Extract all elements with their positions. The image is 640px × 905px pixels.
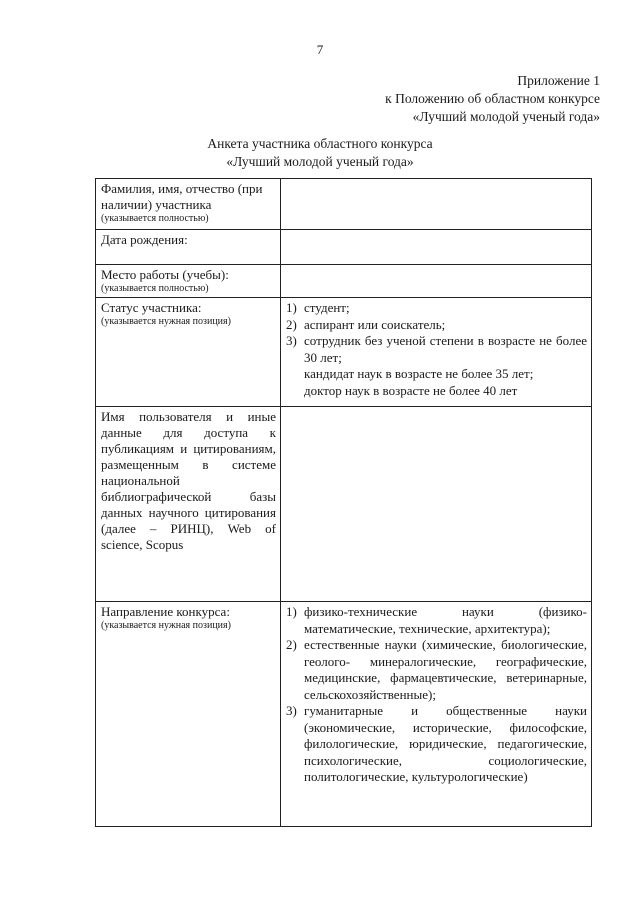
table-row-birth xyxy=(96,230,592,265)
table-row-name xyxy=(96,179,592,230)
form-title-line-2: «Лучший молодой ученый года» xyxy=(226,154,414,169)
status-list xyxy=(286,300,587,366)
work-value-field[interactable] xyxy=(281,265,592,298)
label-cell-birth xyxy=(96,230,281,265)
label-cell-work xyxy=(96,265,281,298)
work-note: (указывается полностью) xyxy=(101,283,209,294)
appendix-header xyxy=(385,72,600,126)
form-title xyxy=(0,135,640,171)
table-row-status xyxy=(96,298,592,407)
appendix-line-3: «Лучший молодой ученый года» xyxy=(412,109,600,124)
status-options xyxy=(281,298,592,407)
page-number: 7 xyxy=(316,42,324,57)
table-row-database xyxy=(96,407,592,602)
label-cell-direction xyxy=(96,602,281,827)
direction-note: (указывается нужная позиция) xyxy=(101,620,231,631)
status-label: Статус участника: xyxy=(101,300,202,315)
label-cell-status xyxy=(96,298,281,407)
status-option-2[interactable]: 2) аспирант или соискатель; xyxy=(286,316,446,332)
name-note: (указывается полностью) xyxy=(101,213,209,224)
direction-option-2[interactable]: 2) естественные науки (химические, биологические, геолого- минералогические, географические, медицинские, фармацевтические, ветеринарные, сельскохозяйственные); xyxy=(286,637,587,702)
label-cell-name xyxy=(96,179,281,230)
label-cell-database xyxy=(96,407,281,602)
direction-label: Направление конкурса: xyxy=(101,604,230,619)
database-value-field[interactable] xyxy=(281,407,592,602)
birth-label: Дата рождения: xyxy=(101,232,188,247)
database-label: Имя пользователя и иные данные для доступа к публикациям и цитированиям, размещенным в системе национальной библиографической базы данных научного цитирования (далее – РИНЦ), Web of science, Scopus xyxy=(101,409,276,552)
status-option-1[interactable]: 1) студент; xyxy=(286,300,350,315)
direction-options xyxy=(281,602,592,827)
birth-value-field[interactable] xyxy=(281,230,592,265)
form-title-line-1: Анкета участника областного конкурса xyxy=(207,136,433,151)
table-row-work xyxy=(96,265,592,298)
questionnaire-table xyxy=(95,178,592,827)
status-option-3[interactable]: 3) сотрудник без ученой степени в возрасте не более 30 лет; xyxy=(286,333,587,365)
direction-option-3[interactable]: 3) гуманитарные и общественные науки (экономические, исторические, философские, филологические, юридические, педагогические, психологические, социологические, политологические, культурологические) xyxy=(286,703,587,784)
direction-option-1[interactable]: 1) физико-технические науки (физико-математические, технические, архитектура); xyxy=(286,604,587,636)
name-value-field[interactable] xyxy=(281,179,592,230)
table-row-direction xyxy=(96,602,592,827)
status-extra-doctor: доктор наук в возрасте не более 40 лет xyxy=(304,382,518,398)
status-note: (указывается нужная позиция) xyxy=(101,316,231,327)
work-label: Место работы (учебы): xyxy=(101,267,229,282)
status-extra-candidate: кандидат наук в возрасте не более 35 лет; xyxy=(304,366,534,381)
name-label: Фамилия, имя, отчество (при наличии) участника xyxy=(101,181,263,212)
appendix-line-1: Приложение 1 xyxy=(517,73,600,88)
appendix-line-2: к Положению об областном конкурсе xyxy=(385,91,600,106)
direction-list xyxy=(286,604,587,786)
